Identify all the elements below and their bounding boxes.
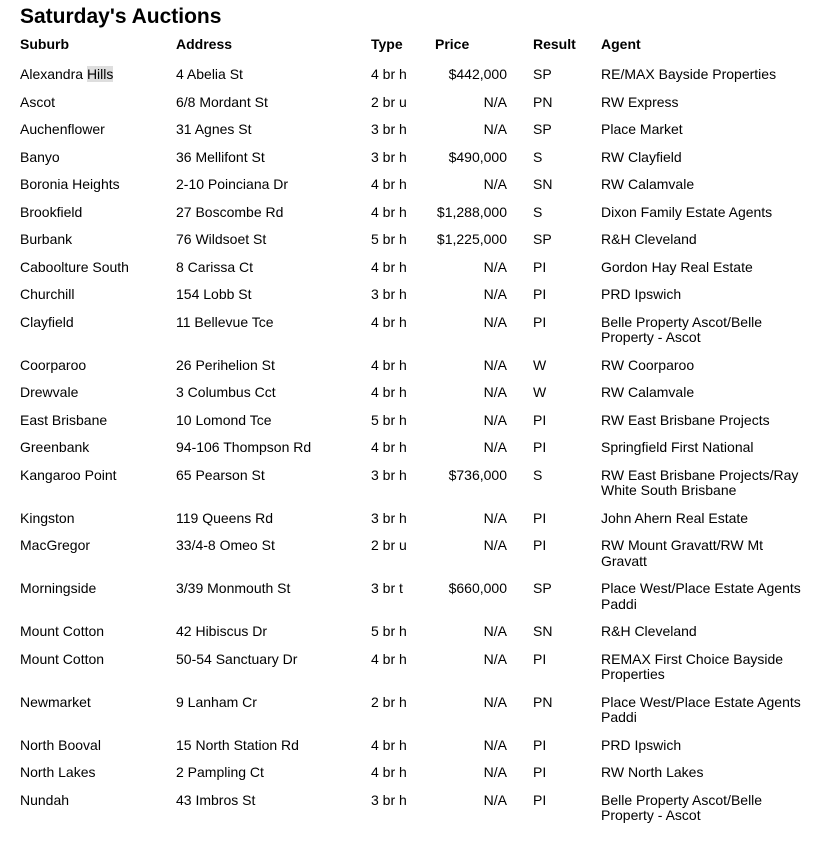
table-row <box>20 731 810 759</box>
cell-price: N/A <box>483 411 507 428</box>
cell-result: PI <box>533 791 547 808</box>
table-row <box>20 143 810 171</box>
cell-agent: R&H Cleveland <box>601 231 697 247</box>
cell-result: S <box>533 466 543 483</box>
cell-address: 65 Pearson St <box>176 466 265 483</box>
table-row <box>20 170 810 198</box>
cell-price: N/A <box>483 537 507 553</box>
cell-type: 4 br h <box>371 176 407 192</box>
cell-suburb: Morningside <box>20 580 97 596</box>
cell-agent: RW Mount Gravatt/RW Mt Gravatt <box>601 537 764 569</box>
cell-price: N/A <box>483 736 507 753</box>
cell-type: 3 br h <box>371 121 407 137</box>
cell-agent: Belle Property Ascot/Belle Property - Ascot <box>601 791 763 823</box>
table-row <box>20 645 810 688</box>
cell-address: 8 Carissa Ct <box>176 258 254 275</box>
cell-address: 26 Perihelion St <box>176 356 275 373</box>
cell-agent: RE/MAX Bayside Properties <box>601 66 777 82</box>
cell-agent: PRD Ipswich <box>601 286 682 302</box>
cell-result: SP <box>533 121 552 137</box>
cell-suburb: Coorparoo <box>20 356 87 373</box>
cell-address: 36 Mellifont St <box>176 148 265 165</box>
cell-suburb: Nundah <box>20 791 70 808</box>
cell-type: 4 br h <box>371 439 407 455</box>
cell-address: 9 Lanham Cr <box>176 693 257 710</box>
cell-price: N/A <box>483 764 507 780</box>
cell-address: 4 Abelia St <box>176 66 243 82</box>
cell-result: PI <box>533 258 547 275</box>
cell-price: N/A <box>483 356 507 373</box>
cell-agent: Place West/Place Estate Agents Paddi <box>601 693 801 725</box>
cell-result: PI <box>533 537 547 553</box>
table-row <box>20 406 810 434</box>
cell-suburb: Banyo <box>20 148 60 165</box>
cell-agent: RW North Lakes <box>601 764 704 780</box>
cell-suburb: North Lakes <box>20 764 96 780</box>
cell-result: W <box>533 384 547 400</box>
cell-type: 4 br h <box>371 203 407 220</box>
cell-price: N/A <box>483 313 507 330</box>
cell-agent: Place Market <box>601 121 683 137</box>
table-row <box>20 58 810 88</box>
table-row <box>20 461 810 504</box>
cell-price: N/A <box>483 623 507 639</box>
cell-address: 76 Wildsoet St <box>176 231 267 247</box>
cell-result: SN <box>533 623 553 639</box>
cell-agent: RW Coorparoo <box>601 356 695 373</box>
cell-suburb: North Booval <box>20 736 101 753</box>
cell-address: 119 Queens Rd <box>176 509 274 526</box>
cell-result: PI <box>533 313 547 330</box>
cell-price: N/A <box>483 258 507 275</box>
cell-price: N/A <box>483 384 507 400</box>
cell-suburb: Drewvale <box>20 384 79 400</box>
cell-type: 5 br h <box>371 231 407 247</box>
table-row <box>20 688 810 731</box>
cell-type: 4 br h <box>371 66 407 82</box>
cell-agent: RW Express <box>601 93 679 110</box>
cell-type: 4 br h <box>371 736 407 753</box>
cell-type: 3 br h <box>371 466 407 483</box>
cell-agent: Dixon Family Estate Agents <box>601 203 773 220</box>
cell-result: SP <box>533 231 552 247</box>
cell-suburb: Boronia Heights <box>20 176 120 192</box>
cell-price: $490,000 <box>448 148 507 165</box>
cell-agent: REMAX First Choice Bayside Properties <box>601 650 784 682</box>
cell-suburb: Newmarket <box>20 693 91 710</box>
cell-suburb <box>20 58 176 88</box>
cell-result: S <box>533 203 543 220</box>
cell-result: PI <box>533 509 547 526</box>
cell-agent: RW East Brisbane Projects <box>601 411 770 428</box>
cell-result: PI <box>533 439 547 455</box>
table-header-row <box>20 32 810 58</box>
cell-type: 2 br u <box>371 537 407 553</box>
cell-price: $736,000 <box>448 466 507 483</box>
cell-address: 94-106 Thompson Rd <box>176 439 312 455</box>
cell-price: N/A <box>483 176 507 192</box>
cell-address: 27 Boscombe Rd <box>176 203 284 220</box>
cell-result: PN <box>533 93 553 110</box>
cell-type: 4 br h <box>371 313 407 330</box>
cell-address: 2 Pampling Ct <box>176 764 264 780</box>
table-row <box>20 198 810 226</box>
table-row <box>20 378 810 406</box>
cell-suburb: Kingston <box>20 509 75 526</box>
cell-suburb: Clayfield <box>20 313 74 330</box>
cell-price: N/A <box>483 693 507 710</box>
cell-result: PI <box>533 411 547 428</box>
cell-price: N/A <box>483 286 507 302</box>
table-row <box>20 617 810 645</box>
cell-address: 11 Bellevue Tce <box>176 313 274 330</box>
table-row <box>20 253 810 281</box>
auctions-table-body <box>20 58 810 829</box>
table-row <box>20 758 810 786</box>
cell-type: 4 br h <box>371 650 407 667</box>
cell-suburb: Burbank <box>20 231 73 247</box>
selected-text-highlight[interactable]: Hills <box>86 66 114 82</box>
suburb-text: Alexandra <box>20 66 87 82</box>
cell-price: N/A <box>483 509 507 526</box>
cell-type: 4 br h <box>371 384 407 400</box>
table-row <box>20 531 810 574</box>
cell-address: 31 Agnes St <box>176 121 252 137</box>
cell-result: SN <box>533 176 553 192</box>
cell-type: 5 br h <box>371 411 407 428</box>
table-row <box>20 433 810 461</box>
cell-result: PN <box>533 693 553 710</box>
cell-price: $1,225,000 <box>436 231 507 247</box>
table-row <box>20 115 810 143</box>
cell-agent: Gordon Hay Real Estate <box>601 258 753 275</box>
table-row <box>20 574 810 617</box>
cell-price: N/A <box>483 93 507 110</box>
cell-address: 50-54 Sanctuary Dr <box>176 650 298 667</box>
cell-result: PI <box>533 650 547 667</box>
cell-address: 2-10 Poinciana Dr <box>176 176 289 192</box>
cell-type: 3 br h <box>371 148 407 165</box>
cell-price: N/A <box>483 439 507 455</box>
cell-agent: Place West/Place Estate Agents Paddi <box>601 580 801 612</box>
table-row <box>20 308 810 351</box>
cell-suburb: Auchenflower <box>20 121 105 137</box>
cell-suburb: Greenbank <box>20 439 90 455</box>
cell-agent: Springfield First National <box>601 439 754 455</box>
cell-address: 43 Imbros St <box>176 791 256 808</box>
auctions-table <box>20 32 810 829</box>
cell-suburb: Mount Cotton <box>20 650 105 667</box>
cell-type: 3 br h <box>371 509 407 526</box>
table-row <box>20 504 810 532</box>
cell-result: SP <box>533 580 552 596</box>
cell-type: 4 br h <box>371 356 407 373</box>
cell-suburb: Churchill <box>20 286 75 302</box>
cell-type: 3 br t <box>371 580 403 596</box>
cell-type: 5 br h <box>371 623 407 639</box>
cell-result: S <box>533 148 543 165</box>
column-header-price: Price <box>435 36 470 53</box>
cell-price: $660,000 <box>448 580 507 596</box>
cell-result: SP <box>533 66 552 82</box>
cell-type: 4 br h <box>371 764 407 780</box>
auctions-page <box>20 4 810 829</box>
cell-type: 2 br u <box>371 93 407 110</box>
cell-address: 154 Lobb St <box>176 286 252 302</box>
table-row <box>20 351 810 379</box>
column-header-suburb: Suburb <box>20 36 69 53</box>
table-row <box>20 786 810 829</box>
cell-suburb: Brookfield <box>20 203 83 220</box>
cell-agent: RW Calamvale <box>601 384 695 400</box>
table-row <box>20 88 810 116</box>
cell-address: 42 Hibiscus Dr <box>176 623 268 639</box>
cell-suburb: Caboolture South <box>20 258 129 275</box>
cell-agent: RW East Brisbane Projects/Ray White South Brisbane <box>601 466 799 498</box>
column-header-result: Result <box>533 36 576 53</box>
table-row <box>20 280 810 308</box>
cell-agent: Belle Property Ascot/Belle Property - Ascot <box>601 313 763 345</box>
cell-suburb: Mount Cotton <box>20 623 105 639</box>
cell-agent: John Ahern Real Estate <box>601 509 749 526</box>
cell-price: N/A <box>483 121 507 137</box>
cell-agent: RW Clayfield <box>601 148 682 165</box>
cell-type: 3 br h <box>371 791 407 808</box>
column-header-address: Address <box>176 36 233 53</box>
cell-type: 3 br h <box>371 286 407 302</box>
cell-result: PI <box>533 764 547 780</box>
cell-price: N/A <box>483 650 507 667</box>
cell-suburb: Kangaroo Point <box>20 466 117 483</box>
column-header-type: Type <box>371 36 403 53</box>
cell-result: PI <box>533 736 547 753</box>
cell-price: N/A <box>483 791 507 808</box>
cell-address: 15 North Station Rd <box>176 736 299 753</box>
column-header-agent: Agent <box>601 36 641 53</box>
cell-price: $1,288,000 <box>436 203 507 220</box>
cell-result: W <box>533 356 547 373</box>
cell-type: 4 br h <box>371 258 407 275</box>
cell-address: 10 Lomond Tce <box>176 411 272 428</box>
cell-suburb: East Brisbane <box>20 411 108 428</box>
cell-result: PI <box>533 286 547 302</box>
cell-agent: R&H Cleveland <box>601 623 697 639</box>
cell-address: 3/39 Monmouth St <box>176 580 291 596</box>
cell-type: 2 br h <box>371 693 407 710</box>
cell-suburb: MacGregor <box>20 537 91 553</box>
table-row <box>20 225 810 253</box>
cell-address: 33/4-8 Omeo St <box>176 537 275 553</box>
cell-address: 6/8 Mordant St <box>176 93 268 110</box>
cell-suburb: Ascot <box>20 93 56 110</box>
page-title: Saturday's Auctions <box>20 5 222 28</box>
cell-agent: RW Calamvale <box>601 176 695 192</box>
cell-address: 3 Columbus Cct <box>176 384 276 400</box>
cell-price: $442,000 <box>448 66 507 82</box>
cell-agent: PRD Ipswich <box>601 736 682 753</box>
